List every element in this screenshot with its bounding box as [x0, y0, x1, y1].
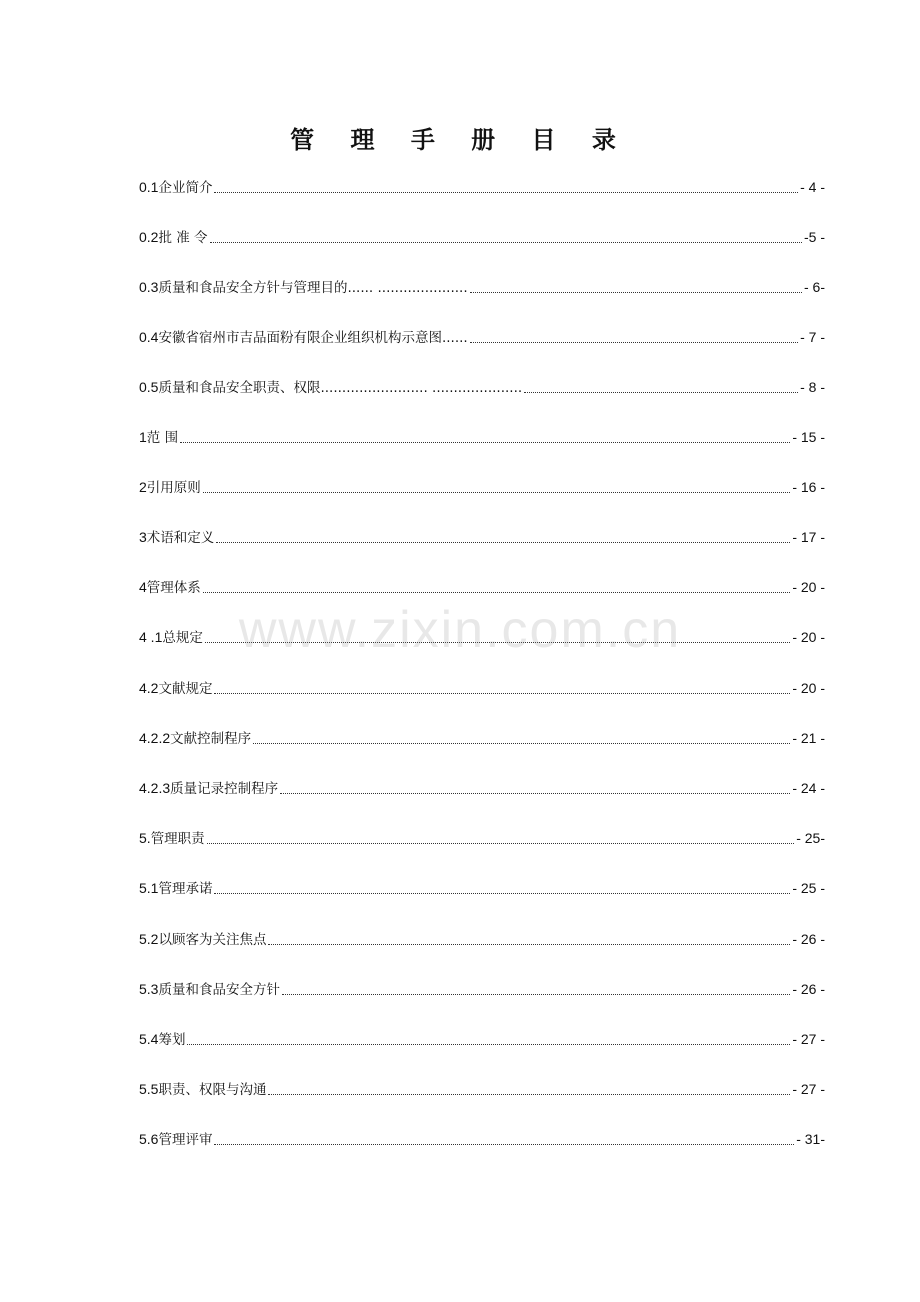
- toc-entry-number: 5.3: [139, 981, 159, 997]
- toc-entry[interactable]: [139, 574, 825, 600]
- dot-leader: [268, 944, 790, 945]
- toc-entry-number: 5.1: [139, 880, 159, 896]
- dot-leader: [253, 743, 790, 744]
- toc-entry-page: - 24 -: [792, 780, 825, 796]
- dot-leader: [205, 642, 790, 643]
- toc-entry-page: -5 -: [804, 229, 825, 245]
- dot-leader: [268, 1094, 790, 1095]
- toc-entry-label: 质量和食品安全职责、权限......................... .....................: [158, 380, 523, 396]
- toc-entry-label: 引用原则: [146, 480, 201, 496]
- toc-entry-page: - 27 -: [792, 1031, 825, 1047]
- toc-entry-label: 管理职责: [150, 831, 205, 847]
- toc-entry-page: - 31-: [796, 1131, 825, 1147]
- toc-entry-page: - 26 -: [792, 931, 825, 947]
- toc-entry-number: 4.2.3: [139, 780, 171, 796]
- toc-entry-label: 管理评审: [158, 1132, 213, 1148]
- toc-entry-page: - 25-: [796, 830, 825, 846]
- toc-entry[interactable]: [139, 1076, 825, 1102]
- dot-leader: [207, 843, 795, 844]
- toc-entry[interactable]: [139, 374, 825, 400]
- toc-entry-page: - 4 -: [800, 179, 825, 195]
- toc-entry-label: 安徽省宿州市吉品面粉有限企业组织机构示意图......: [158, 330, 468, 346]
- toc-entry[interactable]: [139, 825, 825, 851]
- toc-entry-label: 术语和定义: [146, 530, 215, 546]
- toc-entry-page: - 26 -: [792, 981, 825, 997]
- toc-entry-number: 0.4: [139, 329, 159, 345]
- watermark: www.zixin.com.cn: [238, 601, 682, 659]
- dot-leader: [282, 994, 790, 995]
- toc-entry-number: 2: [139, 479, 147, 495]
- dot-leader: [203, 592, 791, 593]
- toc-entry-number: 1: [139, 429, 147, 445]
- toc-entry-page: - 8 -: [800, 379, 825, 395]
- toc-entry-page: - 7 -: [800, 329, 825, 345]
- dot-leader: [214, 693, 790, 694]
- toc-entry-page: - 21 -: [792, 730, 825, 746]
- toc-entry-number: 0.5: [139, 379, 159, 395]
- toc-entry[interactable]: [139, 976, 825, 1002]
- toc-entry-page: - 17 -: [792, 529, 825, 545]
- toc-entry[interactable]: [139, 324, 825, 350]
- toc-entry[interactable]: [139, 224, 825, 250]
- toc-entry-number: 5.6: [139, 1131, 159, 1147]
- toc-entry-label: 筹划: [158, 1032, 186, 1048]
- toc-entry-label: 以顾客为关注焦点: [158, 932, 267, 948]
- toc-entry[interactable]: [139, 926, 825, 952]
- dot-leader: [214, 893, 790, 894]
- toc-entry-label: 职责、权限与沟通: [158, 1082, 267, 1098]
- toc-entry-page: - 27 -: [792, 1081, 825, 1097]
- toc-entry-label: 文献控制程序: [170, 731, 252, 747]
- dot-leader: [280, 793, 790, 794]
- toc-entry[interactable]: [139, 725, 825, 751]
- toc-entry-number: 4.2.2: [139, 730, 171, 746]
- toc-entry[interactable]: [139, 424, 825, 450]
- toc-entry-page: - 20 -: [792, 579, 825, 595]
- toc-entry-number: 5.4: [139, 1031, 159, 1047]
- toc-entry-page: - 15 -: [792, 429, 825, 445]
- toc-entry-label: 质量和食品安全方针: [158, 982, 280, 998]
- toc-entry-number: 3: [139, 529, 147, 545]
- toc-entry[interactable]: [139, 474, 825, 500]
- toc-entry[interactable]: [139, 675, 825, 701]
- toc-entry-page: - 16 -: [792, 479, 825, 495]
- toc-entry-number: 0.1: [139, 179, 159, 195]
- dot-leader: [470, 342, 798, 343]
- dot-leader: [210, 242, 802, 243]
- toc-entry-label: 企业简介: [158, 180, 213, 196]
- toc-entry[interactable]: [139, 624, 825, 650]
- toc-entry-label: 范 围: [146, 430, 179, 446]
- dot-leader: [470, 292, 802, 293]
- toc-entry-label: 质量记录控制程序: [170, 781, 279, 797]
- toc-entry[interactable]: [139, 274, 825, 300]
- toc-entry-number: 0.2: [139, 229, 159, 245]
- toc-entry-label: 质量和食品安全方针与管理目的...... .....................: [158, 280, 468, 296]
- toc-entry-page: - 20 -: [792, 629, 825, 645]
- dot-leader: [180, 442, 790, 443]
- toc-entry-number: 4.2: [139, 680, 159, 696]
- page-title: 管 理 手 册 目 录: [290, 125, 630, 154]
- toc-entry-page: - 6-: [804, 279, 825, 295]
- dot-leader: [187, 1044, 790, 1045]
- toc-entry[interactable]: [139, 174, 825, 200]
- toc-entry-label: 批 准 令: [158, 230, 208, 246]
- toc-entry-label: 管理体系: [146, 580, 201, 596]
- toc-entry[interactable]: [139, 524, 825, 550]
- toc-entry-number: 4 .1: [139, 629, 163, 645]
- dot-leader: [214, 1144, 794, 1145]
- dot-leader: [524, 392, 798, 393]
- toc-entry-label: 总规定: [162, 630, 203, 646]
- toc-entry[interactable]: [139, 1026, 825, 1052]
- dot-leader: [214, 192, 798, 193]
- toc-entry[interactable]: [139, 875, 825, 901]
- toc-entry-page: - 20 -: [792, 680, 825, 696]
- toc-entry-number: 5.5: [139, 1081, 159, 1097]
- toc-entry-label: 管理承诺: [158, 881, 213, 897]
- toc-entry-page: - 25 -: [792, 880, 825, 896]
- toc-entry[interactable]: [139, 775, 825, 801]
- toc-entry-number: 5.: [139, 830, 151, 846]
- toc-entry-number: 4: [139, 579, 147, 595]
- toc-entry[interactable]: [139, 1126, 825, 1152]
- toc-entry-number: 0.3: [139, 279, 159, 295]
- toc-entry-label: 文献规定: [158, 681, 213, 697]
- dot-leader: [203, 492, 791, 493]
- dot-leader: [216, 542, 790, 543]
- toc-entry-number: 5.2: [139, 931, 159, 947]
